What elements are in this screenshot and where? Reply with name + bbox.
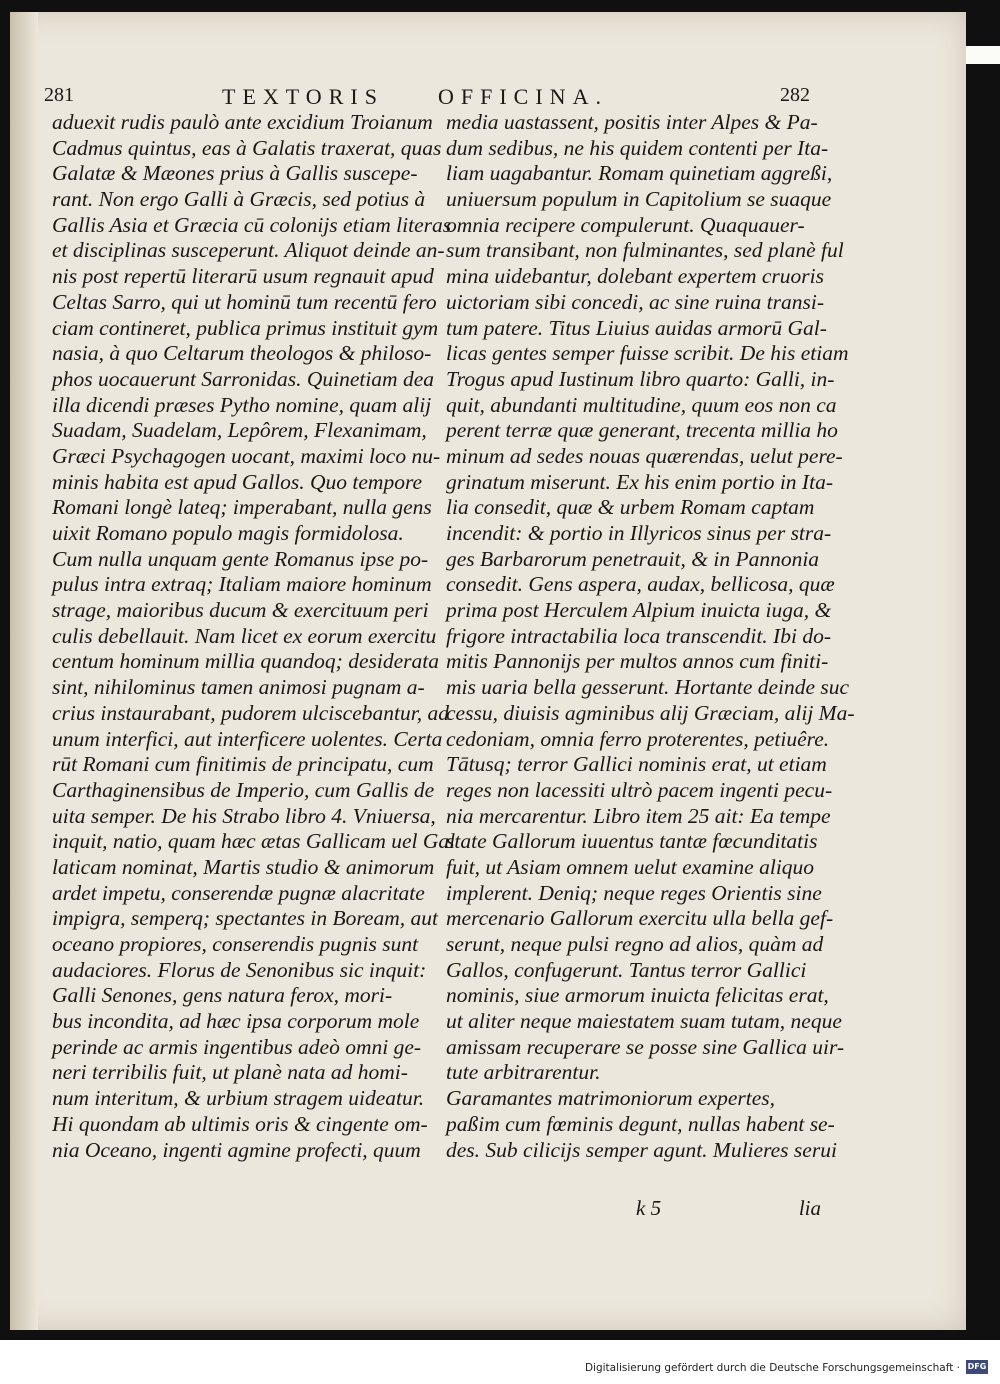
text-line: bus incondita, ad hæc ipsa corporum mole [52, 1009, 420, 1034]
text-line: implerent. Deniq; neque reges Orientis sine [446, 880, 822, 905]
text-line: Romani longè lateq; imperabant, nulla gens [52, 495, 432, 520]
text-line: state Gallorum iuuentus tantæ fœcunditatis [446, 829, 818, 854]
text-line: mercenario Gallorum exercitu ulla bella gef- [446, 906, 834, 931]
text-line: Garamantes matrimoniorum expertes, [446, 1086, 776, 1111]
text-line: des. Sub cilicijs semper agunt. Mulieres serui [446, 1137, 837, 1162]
text-column-left [52, 110, 456, 1163]
funding-notice: Digitalisierung gefördert durch die Deutsche Forschungsgemeinschaft · [584, 1362, 960, 1374]
text-line: nasia, à quo Celtarum theologos & philoso- [52, 341, 432, 366]
text-line: ciam contineret, publica primus instituit gym [52, 315, 439, 340]
running-title-left: TEXTORIS [222, 84, 384, 109]
text-line: et disciplinas susceperunt. Aliquot deinde an- [52, 238, 445, 263]
text-line: tum patere. Titus Liuius auidas armorū Gal- [446, 315, 827, 340]
text-line: paßim cum fœminis degunt, nullas habent se- [446, 1111, 835, 1136]
text-line: frigore intractabilia loca transcendit. Ibi do- [446, 623, 831, 648]
text-line: quit, abundanti multitudine, quum eos non ca [446, 392, 837, 417]
text-line: serunt, neque pulsi regno ad alios, quàm ad [446, 932, 824, 956]
text-line: minum ad sedes nouas quærendas, uelut pere- [446, 443, 843, 468]
text-column-right [446, 110, 855, 1163]
text-line: Trogus apud Iustinum libro quarto: Galli, in- [446, 366, 835, 391]
text-line: laticam nominat, Martis studio & animorum [52, 854, 435, 879]
text-line: oceano propiores, conserendis pugnis sunt [52, 932, 419, 956]
scan-margin-strip [966, 46, 1000, 64]
catchword: lia [798, 1196, 821, 1220]
text-line: Græci Psychagogen uocant, maximi loco nu- [52, 443, 441, 468]
text-line: perinde ac armis ingentibus adeò omni ge- [52, 1034, 422, 1059]
text-line: uniuersum populum in Capitolium se suaque [446, 187, 832, 212]
text-line: centum hominum millia quandoq; desiderata [52, 649, 439, 674]
text-line: nis post repertū literarū usum regnauit apud [52, 264, 434, 289]
running-title-right: OFFICINA. [438, 84, 608, 109]
text-line: minis habita est apud Gallos. Quo tempore [52, 469, 423, 494]
text-line: fuit, ut Asiam omnem uelut examine aliquo [446, 854, 815, 879]
text-line: sint, nihilominus tamen animosi pugnam a- [52, 675, 425, 700]
dfg-logo: DFG [966, 1360, 988, 1374]
signature-mark: k 5 [636, 1196, 662, 1220]
text-line: Celtas Sarro, qui ut hominū tum recentū fero [52, 289, 437, 314]
text-line: prima post Herculem Alpium inuicta iuga, & [446, 598, 832, 623]
text-line: Tātusq; terror Gallici nominis erat, ut etiam [446, 752, 827, 777]
text-line: mina uidebantur, dolebant expertem cruoris [446, 264, 824, 289]
page-number-right: 282 [780, 84, 810, 106]
text-line: rūt Romani cum finitimis de principatu, cum [52, 752, 434, 777]
page-number-left: 281 [44, 84, 74, 106]
text-line: uita semper. De his Strabo libro 4. Vniuersa, [52, 803, 436, 828]
text-line: sum transibant, non fulminantes, sed planè ful [446, 238, 844, 263]
text-line: strage, maioribus ducum & exercituum peri [52, 598, 429, 623]
text-line: cessu, diuisis agminibus alij Græciam, alij Ma- [446, 700, 855, 725]
text-line: illa dicendi præses Pytho nomine, quam alij [52, 392, 432, 417]
text-line: mis uaria bella gesserunt. Hortante deinde suc [446, 675, 850, 700]
text-line: Galli Senones, gens natura ferox, mori- [52, 983, 393, 1008]
text-line: dum sedibus, ne his quidem contenti per Ita- [446, 135, 829, 160]
text-line: perent terræ quæ generant, trecenta millia ho [446, 418, 838, 443]
text-line: Suadam, Suadelam, Lepôrem, Flexanimam, [52, 418, 427, 443]
text-line: licas gentes semper fuisse scribit. De his etiam [446, 341, 849, 366]
text-line: incendit: & portio in Illyricos sinus per stra- [446, 521, 832, 545]
text-line: audaciores. Florus de Senonibus sic inquit: [52, 957, 427, 982]
text-line: rant. Non ergo Galli à Græcis, sed potius à [52, 187, 426, 212]
text-line: culis debellauit. Nam licet ex eorum exercitu [52, 623, 437, 648]
page-gutter-shadow [10, 12, 38, 1330]
text-line: Cum nulla unquam gente Romanus ipse po- [52, 546, 429, 571]
text-line: uixit Romano populo magis formidolosa. [52, 521, 404, 545]
running-head [36, 84, 826, 112]
text-line: uictoriam sibi concedi, ac sine ruina transi- [446, 289, 825, 314]
text-line: crius instaurabant, pudorem ulciscebantur, ad [52, 700, 449, 725]
text-line: pulus intra extraq; Italiam maiore hominum [52, 572, 432, 597]
text-line: omnia recipere compulerunt. Quaquauer- [446, 212, 805, 237]
text-line: nia mercarentur. Libro item 25 ait: Ea tempe [446, 803, 831, 828]
text-line: cedoniam, omnia ferro proterentes, petiuêre. [446, 726, 830, 751]
text-line: lia consedit, quæ & urbem Romam captam [446, 495, 815, 520]
text-line: Gallis Asia et Græcia cū colonijs etiam literas [52, 212, 452, 237]
text-line: mitis Pannonijs per multos annos cum finiti- [446, 649, 829, 674]
digitization-footer [0, 1340, 1000, 1384]
text-line: Carthaginensibus de Imperio, cum Gallis de [52, 777, 435, 802]
text-line: reges non lacessiti ultrò pacem ingenti pecu- [446, 777, 833, 802]
text-line: Galatæ & Mæones prius à Gallis suscepe- [52, 161, 418, 186]
text-line: grinatum miserunt. Ex his enim portio in Ita- [446, 469, 833, 494]
text-line: consedit. Gens aspera, audax, bellicosa, quæ [446, 572, 835, 597]
text-line: inquit, natio, quam hæc ætas Gallicam uel Gal [52, 829, 456, 854]
text-line: nia Oceano, ingenti agmine profecti, quum [52, 1137, 421, 1162]
text-line: ardet impetu, conserendæ pugnæ alacritate [52, 880, 425, 905]
text-line: num interitum, & urbium stragem uideatur. [52, 1086, 425, 1111]
text-line: neri terribilis fuit, ut planè nata ad homi- [52, 1060, 408, 1085]
text-line: Hi quondam ab ultimis oris & cingente om- [52, 1111, 428, 1136]
text-line: Cadmus quintus, eas à Galatis traxerat, quas [52, 135, 442, 160]
text-line: unum interfici, aut interficere uolentes. Certa [52, 726, 443, 751]
text-line: impigra, semperq; spectantes in Boream, aut [52, 906, 438, 931]
text-line: ges Barbarorum penetrauit, & in Pannonia [446, 546, 820, 571]
catchword-line [446, 1196, 821, 1222]
text-line: Gallos, confugerunt. Tantus terror Gallici [446, 957, 807, 982]
text-line: nominis, siue armorum inuicta felicitas erat, [446, 983, 829, 1008]
text-line: ut aliter neque maiestatem suam tutam, neque [446, 1009, 842, 1034]
text-line: liam uagabantur. Romam quinetiam aggreßi, [446, 161, 833, 186]
text-line: amissam recuperare se posse sine Gallica uir- [446, 1034, 845, 1059]
text-line: aduexit rudis paulò ante excidium Troianum [52, 110, 433, 134]
text-line: phos uocauerunt Sarronidas. Quinetiam dea [52, 366, 435, 391]
text-line: tute arbitrarentur. [446, 1060, 601, 1085]
text-line: media uastassent, positis inter Alpes & Pa- [446, 110, 818, 134]
